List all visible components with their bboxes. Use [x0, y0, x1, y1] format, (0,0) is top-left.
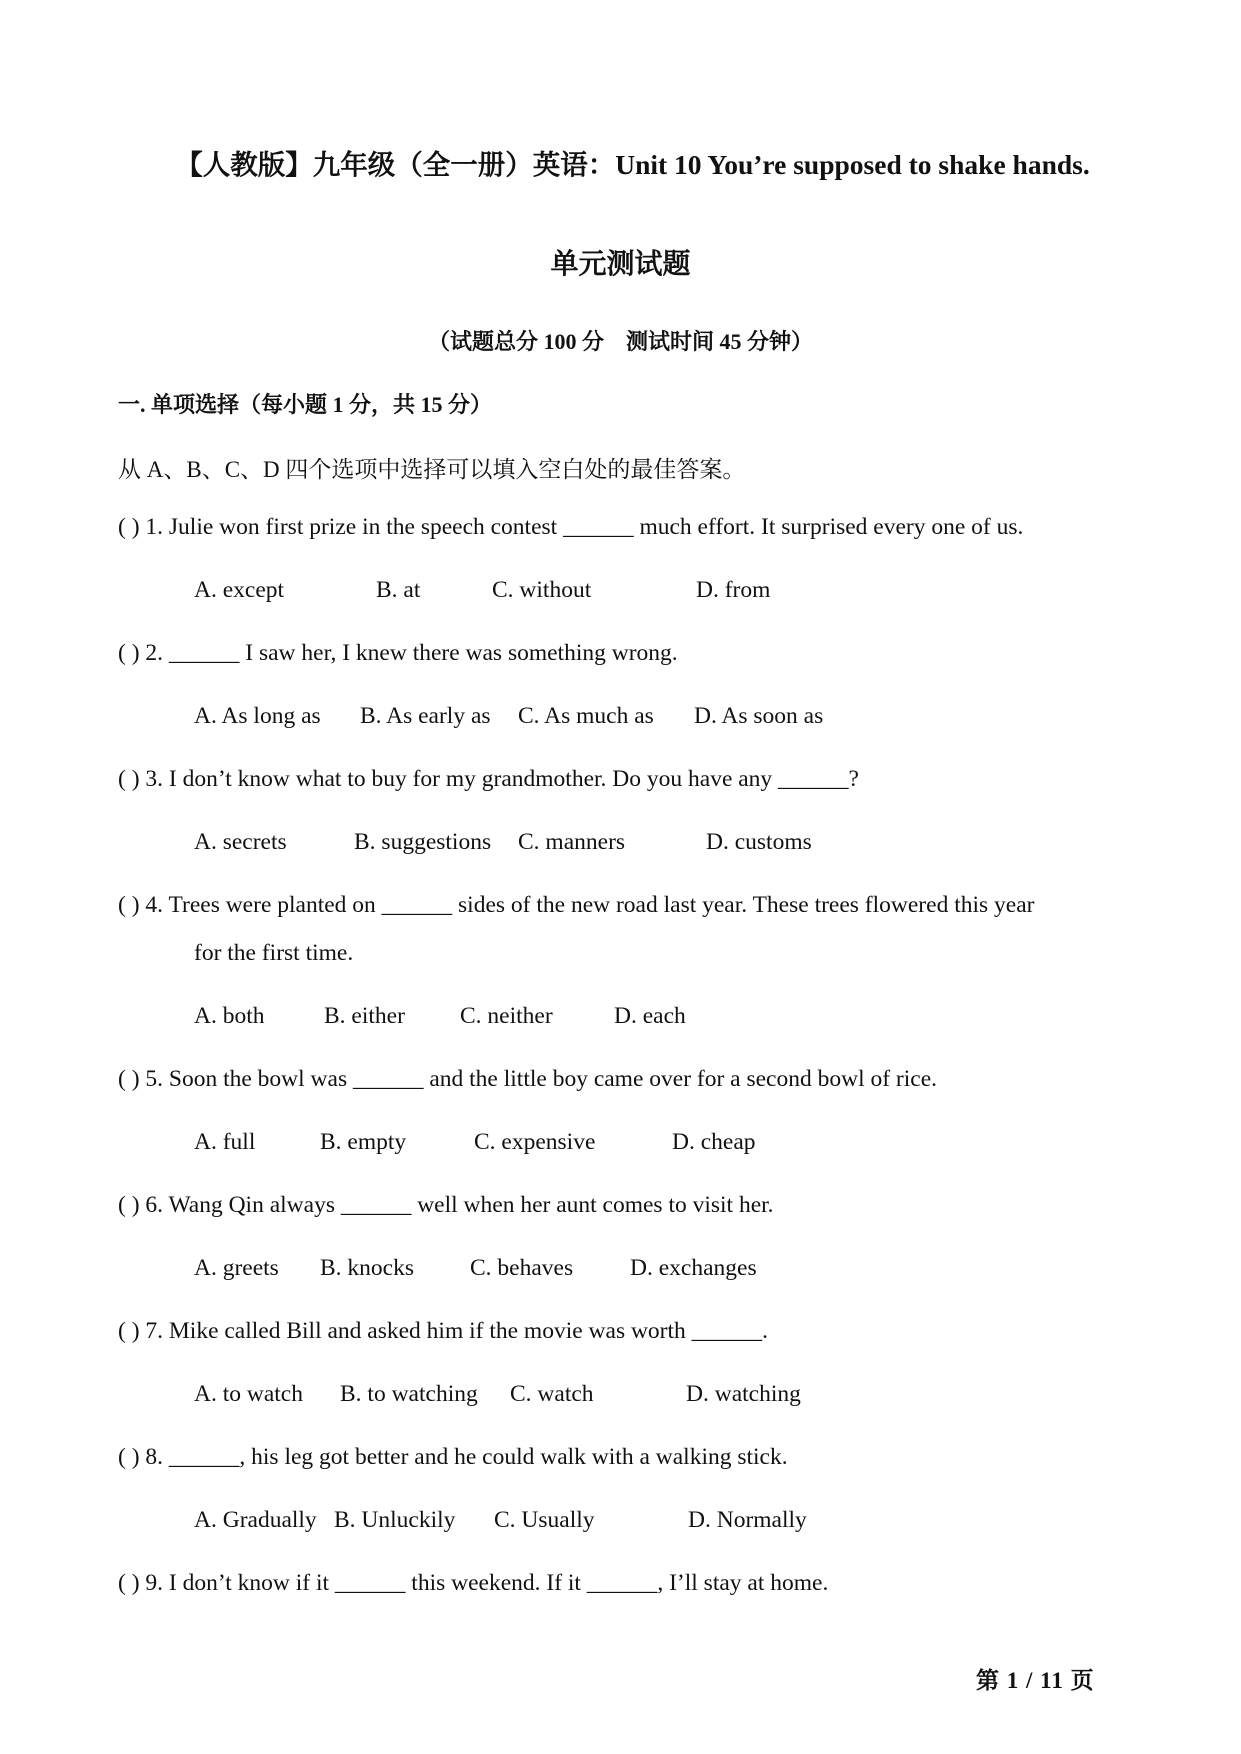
section-instruction: 从 A、B、C、D 四个选项中选择可以填入空白处的最佳答案。: [118, 457, 746, 482]
q7-option-d[interactable]: D. watching: [686, 1381, 801, 1407]
q3-option-a[interactable]: A. secrets: [194, 829, 287, 855]
question-4-continued: for the first time.: [194, 940, 354, 966]
q7-option-c[interactable]: C. watch: [510, 1381, 594, 1407]
page-title: 【人教版】九年级（全一册）英语：Unit 10 You’re supposed to shake hands.: [175, 149, 1090, 180]
q1-option-c[interactable]: C. without: [492, 577, 592, 603]
page-number: 第 1 / 11 页: [976, 1668, 1095, 1693]
exam-info: （试题总分 100 分 测试时间 45 分钟）: [427, 329, 813, 354]
page-subtitle: 单元测试题: [550, 249, 691, 280]
question-1: ( ) 1. Julie won first prize in the speech contest ______ much effort. It surprised every one of us.: [118, 514, 1024, 540]
q2-option-c[interactable]: C. As much as: [518, 703, 654, 729]
q5-option-c[interactable]: C. expensive: [474, 1129, 596, 1155]
q8-option-a[interactable]: A. Gradually: [194, 1507, 317, 1533]
question-2: ( ) 2. ______ I saw her, I knew there was something wrong.: [118, 640, 678, 666]
question-8: ( ) 8. ______, his leg got better and he could walk with a walking stick.: [118, 1444, 788, 1470]
question-6: ( ) 6. Wang Qin always ______ well when her aunt comes to visit her.: [118, 1192, 774, 1218]
q4-option-b[interactable]: B. either: [324, 1003, 405, 1029]
q8-option-b[interactable]: B. Unluckily: [334, 1507, 456, 1533]
q6-option-b[interactable]: B. knocks: [320, 1255, 414, 1281]
q6-option-c[interactable]: C. behaves: [470, 1255, 574, 1281]
question-3: ( ) 3. I don’t know what to buy for my grandmother. Do you have any ______?: [118, 766, 859, 792]
q8-option-d[interactable]: D. Normally: [688, 1507, 807, 1533]
q3-option-d[interactable]: D. customs: [706, 829, 812, 855]
q4-option-d[interactable]: D. each: [614, 1003, 686, 1029]
q3-option-b[interactable]: B. suggestions: [354, 829, 492, 855]
q5-option-b[interactable]: B. empty: [320, 1129, 407, 1155]
q6-option-d[interactable]: D. exchanges: [630, 1255, 757, 1281]
question-4: ( ) 4. Trees were planted on ______ sides of the new road last year. These trees flowered this year: [118, 892, 1035, 918]
q3-option-c[interactable]: C. manners: [518, 829, 626, 855]
q1-option-a[interactable]: A. except: [194, 577, 285, 603]
question-9: ( ) 9. I don’t know if it ______ this weekend. If it ______, I’ll stay at home.: [118, 1570, 829, 1596]
q1-option-d[interactable]: D. from: [696, 577, 771, 603]
question-5: ( ) 5. Soon the bowl was ______ and the little boy came over for a second bowl of rice.: [118, 1066, 938, 1092]
q7-option-a[interactable]: A. to watch: [194, 1381, 303, 1407]
q6-option-a[interactable]: A. greets: [194, 1255, 279, 1281]
q5-option-a[interactable]: A. full: [194, 1129, 256, 1155]
q8-option-c[interactable]: C. Usually: [494, 1507, 595, 1533]
q2-option-d[interactable]: D. As soon as: [694, 703, 824, 729]
section-heading: 一. 单项选择（每小题 1 分，共 15 分）: [118, 392, 493, 417]
q4-option-c[interactable]: C. neither: [460, 1003, 553, 1029]
q2-option-a[interactable]: A. As long as: [194, 703, 321, 729]
q7-option-b[interactable]: B. to watching: [340, 1381, 478, 1407]
q1-option-b[interactable]: B. at: [376, 577, 421, 603]
q4-option-a[interactable]: A. both: [194, 1003, 265, 1029]
q5-option-d[interactable]: D. cheap: [672, 1129, 756, 1155]
q2-option-b[interactable]: B. As early as: [360, 703, 491, 729]
question-7: ( ) 7. Mike called Bill and asked him if the movie was worth ______.: [118, 1318, 769, 1344]
